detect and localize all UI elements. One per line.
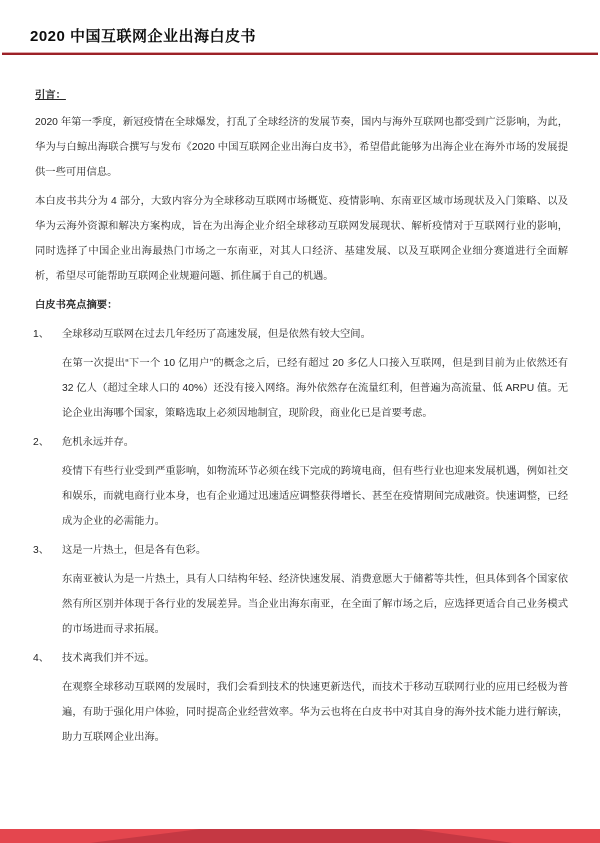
intro-paragraph: 2020 年第一季度，新冠疫情在全球爆发，打乱了全球经济的发展节奏，国内与海外互联网也都受到广泛影响，为此，华为与白鲸出海联合撰写与发布《2020 中国互联网企业出海白皮书》，希望借此能够为出海企业在海外市场的发展提供一些可用信息。 [35,117,568,178]
highlight-item-title: 全球移动互联网在过去几年经历了高速发展，但是依然有较大空间。 [62,329,371,340]
highlight-item-body: 在第一次提出“下一个 10 亿用户”的概念之后，已经有超过 20 多亿人口接入互联网，但是到目前为止依然还有 32 亿人（超过全球人口的 40%）还没有接入网络。海外依然存在流量红利，但普遍为高流量、低 ARPU 值。无论企业出海哪个国家，策略选取上必须因地制宜，现阶段，商业化已是首要考虑。 [62,358,568,419]
highlight-item-body: 在观察全球移动互联网的发展时，我们会看到技术的快速更新迭代，而技术于移动互联网行业的应用已经极为普遍，有助于强化用户体验，同时提高企业经营效率。华为云也将在白皮书中对其自身的海外技术能力进行解读，助力互联网企业出海。 [62,682,568,743]
highlight-item [35,430,568,455]
document-body [35,83,568,754]
highlights-heading: 白皮书亮点摘要： [35,300,118,311]
highlight-item-title: 这是一片热土，但是各有色彩。 [62,545,207,556]
highlight-item-number: 3、 [33,545,50,556]
highlight-item [35,646,568,671]
highlight-item [35,322,568,347]
highlight-item-number: 4、 [33,653,50,664]
page-title: 2020 中国互联网企业出海白皮书 [30,28,257,45]
intro-paragraph: 本白皮书共分为 4 部分，大致内容分为全球移动互联网市场概览、疫情影响、东南亚区域市场现状及入门策略、以及华为云海外资源和解决方案构成，旨在为出海企业介绍全球移动互联网发展现状、解析疫情对于互联网行业的影响，同时选择了中国企业出海最热门市场之一东南亚，对其人口经济、基建发展、以及互联网企业细分赛道进行全面解析，希望尽可能帮助互联网企业规避问题、抓住属于自己的机遇。 [35,196,568,282]
footer-red-band [0,829,600,843]
highlight-item-number: 1、 [33,329,50,340]
title-divider-rule [2,52,598,55]
highlight-item-title: 危机永远并存。 [62,437,135,448]
highlight-item-title: 技术离我们并不远。 [62,653,155,664]
highlight-item-body: 疫情下有些行业受到严重影响，如物流环节必须在线下完成的跨境电商，但有些行业也迎来发展机遇，例如社交和娱乐，而就电商行业本身，也有企业通过迅速适应调整获得增长、甚至在疫情期间完成融资。快速调整，已经成为企业的必需能力。 [62,466,568,527]
highlight-item-number: 2、 [33,437,50,448]
intro-heading: 引言： [35,90,66,101]
highlight-item [35,538,568,563]
highlight-item-body: 东南亚被认为是一片热土，具有人口结构年轻、经济快速发展、消费意愿大于储蓄等共性，但具体到各个国家依然有所区别并体现于各行业的发展差异。当企业出海东南亚，在全面了解市场之后，应选择更适合自己业务模式的市场进而寻求拓展。 [62,574,568,635]
